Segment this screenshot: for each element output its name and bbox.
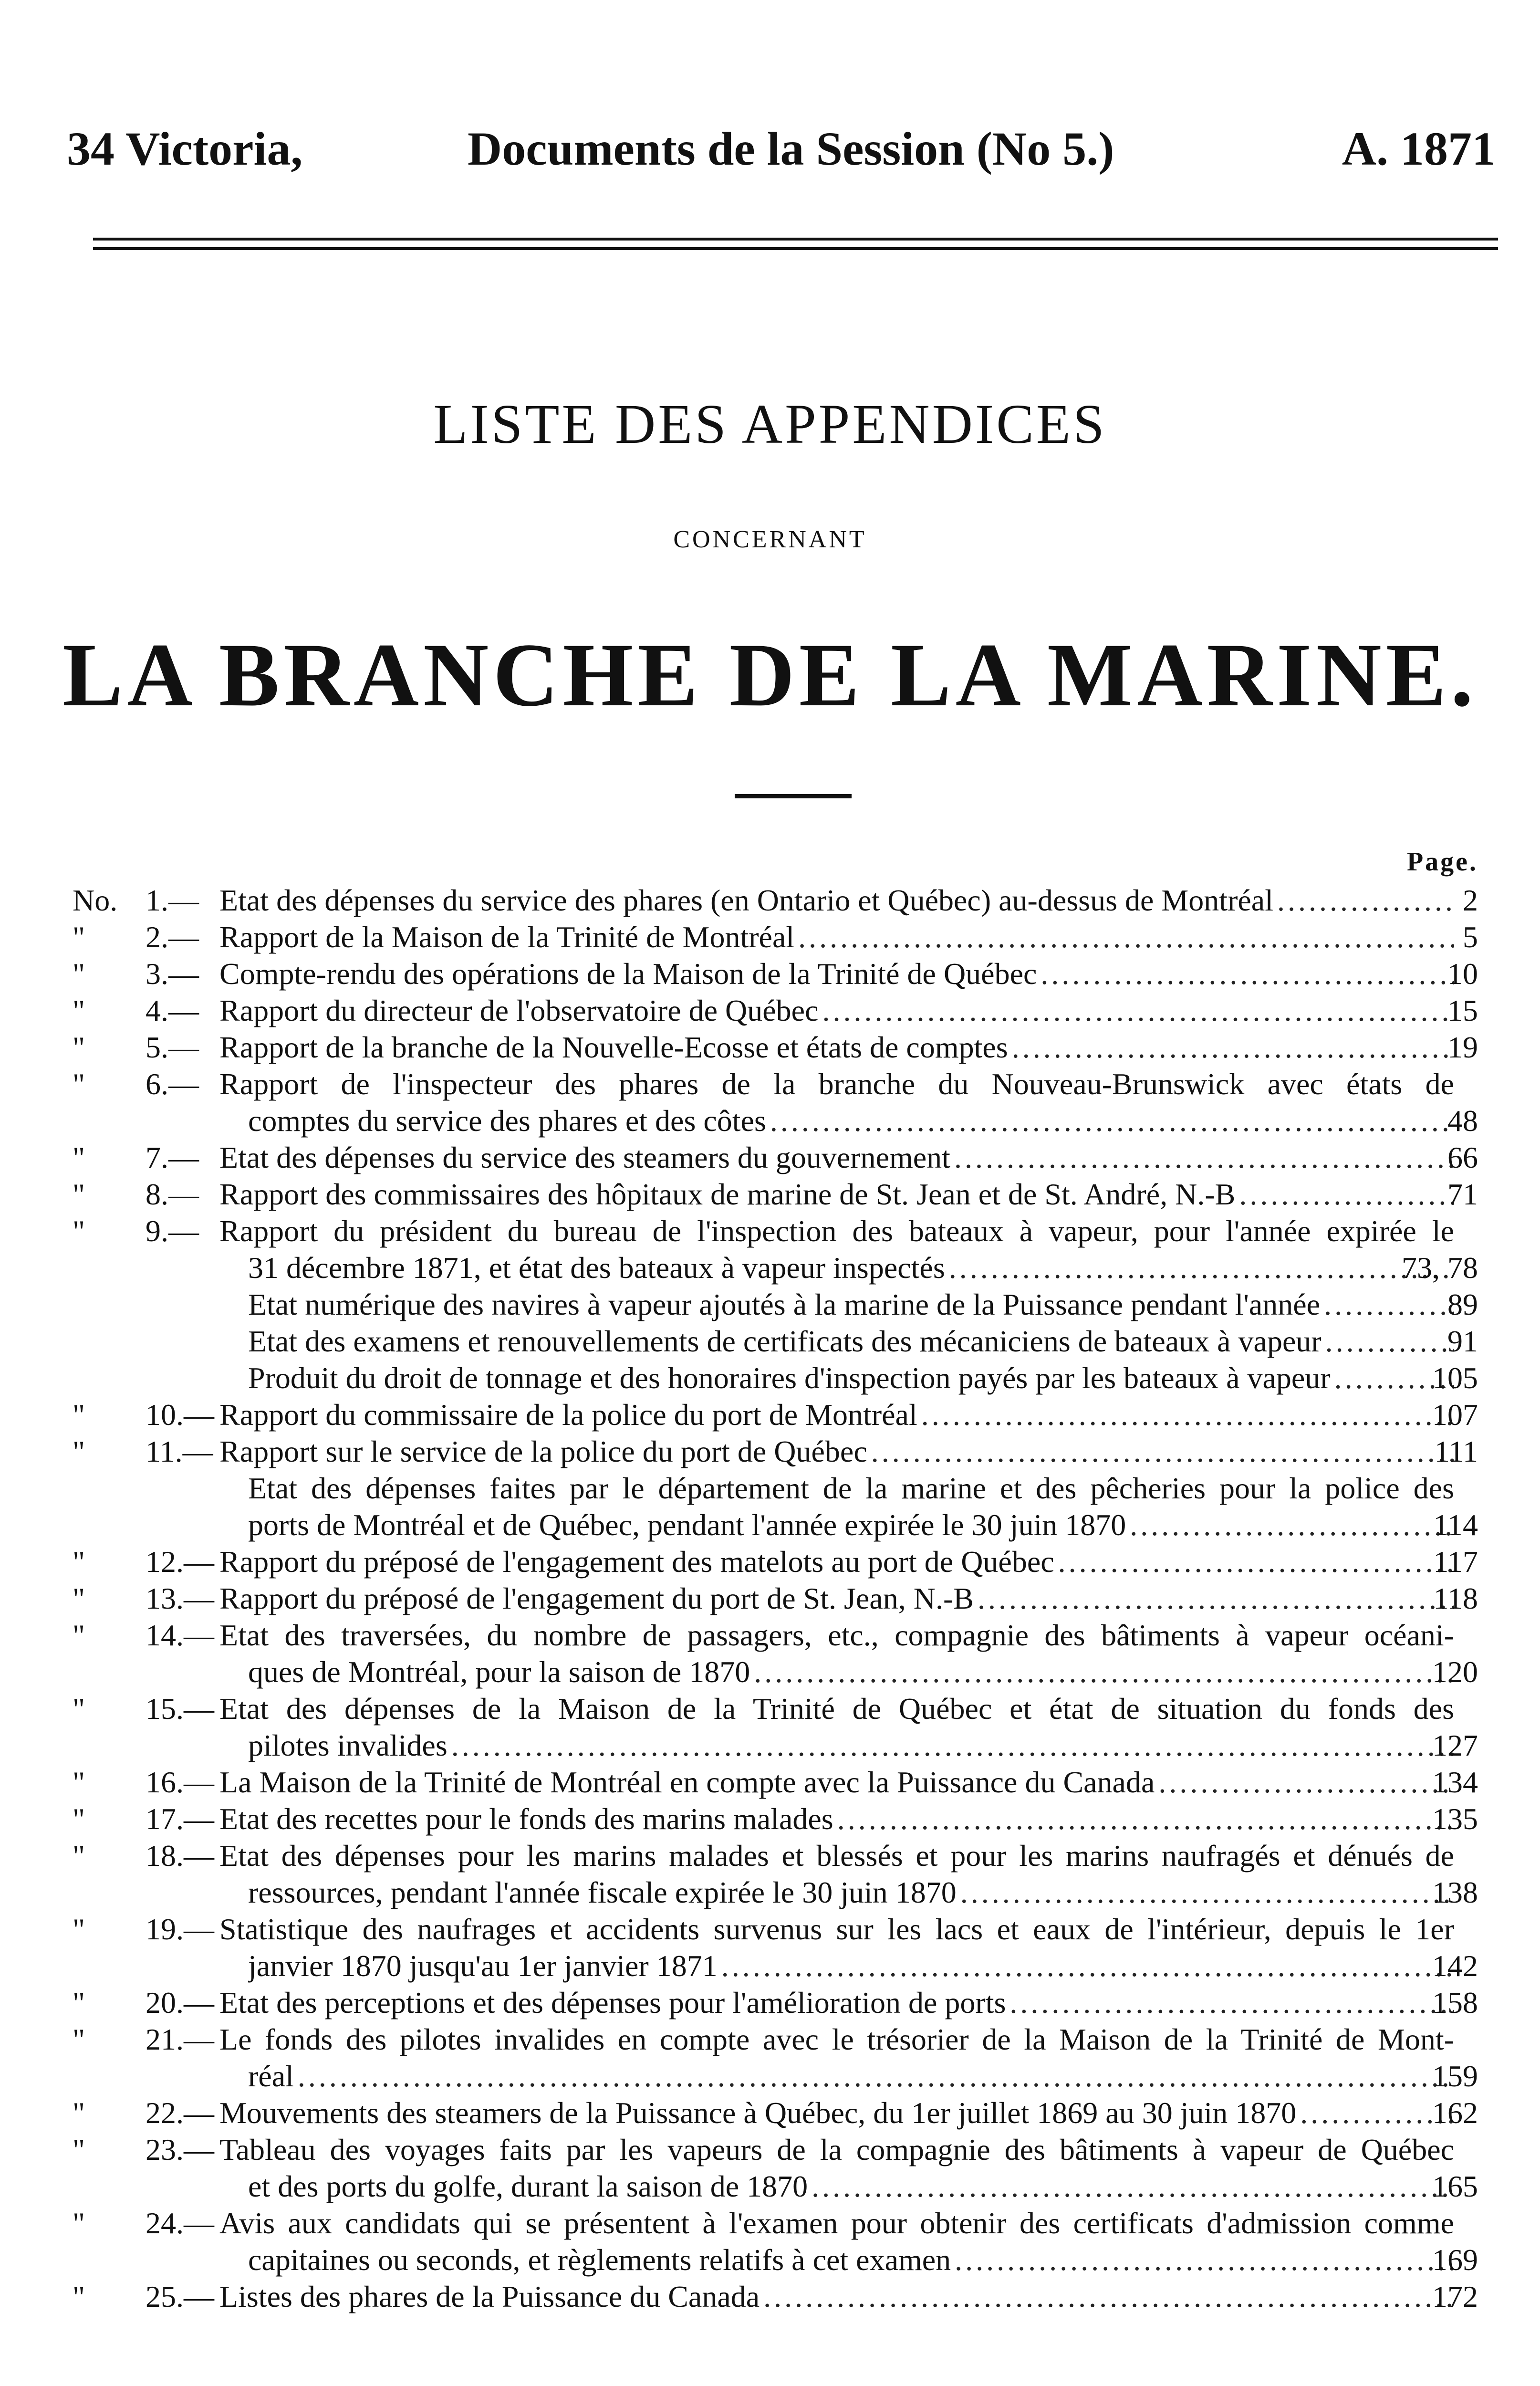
- entry-marker: No.: [73, 883, 118, 917]
- entry-marker: ": [73, 1618, 85, 1652]
- entry-page-number: 10: [1447, 957, 1478, 991]
- entry-page-number: 135: [1432, 1802, 1478, 1836]
- entry-marker: ": [73, 2096, 85, 2130]
- entry-title: Rapport de la Maison de la Trinité de Montréal: [219, 920, 795, 954]
- entry-marker: ": [73, 1692, 85, 1726]
- entry-title: Produit du droit de tonnage et des honoraires d'inspection payés par les bateaux à vapeur: [248, 1361, 1331, 1395]
- dot-leader: [960, 1874, 1454, 1911]
- entry-page-number: 165: [1432, 2169, 1478, 2203]
- entry-page-number: 66: [1447, 1141, 1478, 1174]
- table-of-contents: [0, 882, 1540, 2315]
- entry-page-number: 162: [1432, 2096, 1478, 2130]
- toc-line: [0, 1249, 1540, 1286]
- toc-line: [0, 1360, 1540, 1396]
- entry-number: 12.—: [146, 1545, 214, 1579]
- entry-marker: ": [73, 2206, 85, 2240]
- entry-number: 16.—: [146, 1765, 214, 1799]
- toc-line: [0, 1176, 1540, 1213]
- entry-title: et des ports du golfe, durant la saison de 1870: [248, 2169, 808, 2203]
- dot-leader: [871, 1433, 1454, 1470]
- entry-marker: ": [73, 1141, 85, 1174]
- toc-line: [0, 1102, 1540, 1139]
- entry-marker: ": [73, 1765, 85, 1799]
- entry-number: 23.—: [146, 2133, 214, 2166]
- entry-title: Listes des phares de la Puissance du Canada: [219, 2280, 760, 2313]
- entry-title: ports de Montréal et de Québec, pendant l'année expirée le 30 juin 1870: [248, 1508, 1126, 1542]
- toc-line: [0, 919, 1540, 955]
- dot-leader: [754, 1653, 1454, 1690]
- entry-number: 13.—: [146, 1581, 214, 1615]
- entry-marker: ": [73, 920, 85, 954]
- toc-line: [0, 2131, 1540, 2168]
- entry-title: Tableau des voyages faits par les vapeurs de la compagnie des bâtiments à vapeur de Québec: [219, 2133, 1454, 2166]
- entry-page-number: 107: [1432, 1398, 1478, 1432]
- entry-title: Rapport du commissaire de la police du port de Montréal: [219, 1398, 917, 1432]
- toc-line: [0, 1984, 1540, 2021]
- entry-number: 18.—: [146, 1839, 214, 1873]
- entry-page-number: 172: [1432, 2280, 1478, 2313]
- entry-title: Rapport du directeur de l'observatoire de Québec: [219, 994, 819, 1027]
- entry-title: Statistique des naufrages et accidents survenus sur les lacs et eaux de l'intérieur, depuis le 1er: [219, 1912, 1454, 1946]
- dot-leader: [949, 1249, 1454, 1286]
- entry-number: 17.—: [146, 1802, 214, 1836]
- entry-number: 20.—: [146, 1986, 214, 2020]
- entry-marker: ": [73, 1545, 85, 1579]
- dot-leader: [954, 1139, 1454, 1176]
- toc-line: [0, 1066, 1540, 1102]
- entry-marker: ": [73, 1839, 85, 1873]
- entry-marker: ": [73, 1802, 85, 1836]
- entry-title: Etat des dépenses pour les marins malades et blessés et pour les marins naufragés et dénués de: [219, 1839, 1454, 1873]
- entry-number: 2.—: [146, 920, 199, 954]
- entry-number: 1.—: [146, 883, 199, 917]
- entry-page-number: 48: [1447, 1104, 1478, 1138]
- entry-page-number: 134: [1432, 1765, 1478, 1799]
- toc-line: [0, 1213, 1540, 1249]
- dot-leader: [822, 992, 1454, 1029]
- entry-page-number: 117: [1433, 1545, 1478, 1579]
- entry-page-number: 15: [1447, 994, 1478, 1027]
- entry-marker: ": [73, 1581, 85, 1615]
- toc-line: [0, 955, 1540, 992]
- entry-page-number: 159: [1432, 2059, 1478, 2093]
- entry-title: Avis aux candidats qui se présentent à l'examen pour obtenir des certificats d'admission comme: [219, 2206, 1454, 2240]
- entry-marker: ": [73, 1030, 85, 1064]
- entry-marker: ": [73, 994, 85, 1027]
- entry-page-number: 118: [1433, 1581, 1478, 1615]
- header-rule-top: [93, 238, 1498, 241]
- toc-line: [0, 1690, 1540, 1727]
- entry-title: comptes du service des phares et des côtes: [248, 1104, 766, 1138]
- entry-number: 7.—: [146, 1141, 199, 1174]
- entry-page-number: 19: [1447, 1030, 1478, 1064]
- entry-marker: ": [73, 2133, 85, 2166]
- entry-title: Etat des dépenses du service des steamers du gouvernement: [219, 1141, 950, 1174]
- toc-line: [0, 1433, 1540, 1470]
- header-center: Documents de la Session (No 5.): [468, 122, 1114, 175]
- entry-number: 14.—: [146, 1618, 214, 1652]
- entry-page-number: 114: [1433, 1508, 1478, 1542]
- header-rule-bottom: [93, 247, 1498, 250]
- entry-title: réal: [248, 2059, 294, 2093]
- entry-title: Mouvements des steamers de la Puissance à Québec, du 1er juillet 1869 au 30 juin 1870: [219, 2096, 1297, 2130]
- entry-marker: ": [73, 1912, 85, 1946]
- entry-page-number: 91: [1447, 1324, 1478, 1358]
- toc-line: [0, 2205, 1540, 2241]
- entry-marker: ": [73, 1434, 85, 1468]
- toc-line: [0, 2278, 1540, 2315]
- entry-marker: ": [73, 1177, 85, 1211]
- branch-title: LA BRANCHE DE LA MARINE.: [62, 625, 1478, 725]
- header-right: A. 1871: [1342, 122, 1496, 175]
- entry-number: 21.—: [146, 2022, 214, 2056]
- entry-title: Etat numérique des navires à vapeur ajoutés à la marine de la Puissance pendant l'année: [248, 1287, 1321, 1321]
- entry-marker: ": [73, 2022, 85, 2056]
- entry-title: Etat des examens et renouvellements de certificats des mécaniciens de bateaux à vapeur: [248, 1324, 1321, 1358]
- entry-number: 9.—: [146, 1214, 199, 1248]
- dot-leader: [451, 1727, 1454, 1764]
- entry-title: Etat des perceptions et des dépenses pour l'amélioration de ports: [219, 1986, 1006, 2020]
- toc-line: [0, 2241, 1540, 2278]
- entry-page-number: 111: [1434, 1434, 1478, 1468]
- entry-title: Le fonds des pilotes invalides en compte avec le trésorier de la Maison de la Trinité de Mont-: [219, 2022, 1454, 2056]
- toc-line: [0, 1653, 1540, 1690]
- entry-page-number: 5: [1463, 920, 1478, 954]
- list-title: LISTE DES APPENDICES: [433, 393, 1107, 455]
- toc-line: [0, 1947, 1540, 1984]
- toc-line: [0, 2168, 1540, 2205]
- entry-marker: ": [73, 1214, 85, 1248]
- entry-title: Rapport du préposé de l'engagement des matelots au port de Québec: [219, 1545, 1054, 1579]
- entry-page-number: 158: [1432, 1986, 1478, 2020]
- entry-title: Rapport de la branche de la Nouvelle-Ecosse et états de comptes: [219, 1030, 1008, 1064]
- entry-title: pilotes invalides: [248, 1728, 447, 1762]
- entry-page-number: 105: [1432, 1361, 1478, 1395]
- entry-number: 6.—: [146, 1067, 199, 1101]
- entry-title: Rapport du préposé de l'engagement du port de St. Jean, N.-B: [219, 1581, 974, 1615]
- entry-number: 19.—: [146, 1912, 214, 1946]
- entry-page-number: 138: [1432, 1875, 1478, 1909]
- entry-marker: ": [73, 2280, 85, 2313]
- entry-page-number: 89: [1447, 1287, 1478, 1321]
- toc-line: [0, 1323, 1540, 1360]
- toc-line: [0, 1727, 1540, 1764]
- toc-line: [0, 882, 1540, 919]
- entry-number: 8.—: [146, 1177, 199, 1211]
- entry-title: La Maison de la Trinité de Montréal en compte avec la Puissance du Canada: [219, 1765, 1155, 1799]
- entry-page-number: 120: [1432, 1655, 1478, 1689]
- entry-number: 3.—: [146, 957, 199, 991]
- entry-marker: ": [73, 1398, 85, 1432]
- entry-marker: ": [73, 1986, 85, 2020]
- dot-leader: [798, 919, 1454, 955]
- entry-page-number: 142: [1432, 1949, 1478, 1983]
- entry-title: ques de Montréal, pour la saison de 1870: [248, 1655, 750, 1689]
- dot-leader: [763, 2278, 1454, 2315]
- toc-line: [0, 992, 1540, 1029]
- entry-title: Etat des recettes pour le fonds des marins malades: [219, 1802, 833, 1836]
- toc-line: [0, 1911, 1540, 1947]
- entry-title: Rapport sur le service de la police du port de Québec: [219, 1434, 867, 1468]
- toc-line: [0, 1800, 1540, 1837]
- section-rule: [735, 794, 852, 798]
- toc-line: [0, 1617, 1540, 1653]
- toc-line: [0, 1139, 1540, 1176]
- toc-line: [0, 1286, 1540, 1323]
- entry-number: 4.—: [146, 994, 199, 1027]
- toc-line: [0, 2021, 1540, 2058]
- entry-marker: ": [73, 957, 85, 991]
- entry-title: Etat des dépenses de la Maison de la Trinité de Québec et état de situation du fonds des: [219, 1692, 1454, 1726]
- entry-page-number: 71: [1447, 1177, 1478, 1211]
- entry-title: capitaines ou seconds, et règlements relatifs à cet examen: [248, 2243, 951, 2277]
- entry-page-number: 169: [1432, 2243, 1478, 2277]
- entry-number: 24.—: [146, 2206, 214, 2240]
- entry-page-number: 127: [1432, 1728, 1478, 1762]
- toc-line: [0, 1580, 1540, 1617]
- page-column-label: Page.: [1406, 847, 1478, 877]
- subtitle: CONCERNANT: [673, 526, 867, 553]
- entry-title: 31 décembre 1871, et état des bateaux à vapeur inspectés: [248, 1251, 945, 1285]
- entry-number: 5.—: [146, 1030, 199, 1064]
- header-left: 34 Victoria,: [67, 122, 303, 175]
- entry-number: 11.—: [146, 1434, 213, 1468]
- toc-line: [0, 1543, 1540, 1580]
- entry-title: Rapport du président du bureau de l'inspection des bateaux à vapeur, pour l'année expirée le: [219, 1214, 1454, 1248]
- toc-line: [0, 2094, 1540, 2131]
- entry-title: janvier 1870 jusqu'au 1er janvier 1871: [248, 1949, 718, 1983]
- dot-leader: [298, 2058, 1454, 2094]
- entry-title: ressources, pendant l'année fiscale expirée le 30 juin 1870: [248, 1875, 957, 1909]
- entry-page-number: 2: [1463, 883, 1478, 917]
- entry-title: Etat des traversées, du nombre de passagers, etc., compagnie des bâtiments à vapeur océani-: [219, 1618, 1454, 1652]
- entry-number: 10.—: [146, 1398, 214, 1432]
- toc-line: [0, 1029, 1540, 1066]
- entry-page-number: 73, 78: [1402, 1251, 1478, 1285]
- toc-line: [0, 1396, 1540, 1433]
- entry-title: Etat des dépenses faites par le département de la marine et des pêcheries pour la police des: [248, 1471, 1454, 1505]
- dot-leader: [721, 1947, 1454, 1984]
- dot-leader: [812, 2168, 1454, 2205]
- entry-number: 25.—: [146, 2280, 214, 2313]
- dot-leader: [921, 1396, 1454, 1433]
- entry-title: Rapport des commissaires des hôpitaux de marine de St. Jean et de St. André, N.-B: [219, 1177, 1236, 1211]
- dot-leader: [770, 1102, 1454, 1139]
- toc-line: [0, 1764, 1540, 1800]
- toc-line: [0, 1837, 1540, 1874]
- entry-title: Rapport de l'inspecteur des phares de la branche du Nouveau-Brunswick avec états de: [219, 1067, 1454, 1101]
- toc-line: [0, 1507, 1540, 1543]
- entry-number: 15.—: [146, 1692, 214, 1726]
- dot-leader: [955, 2241, 1454, 2278]
- toc-line: [0, 2058, 1540, 2094]
- entry-marker: ": [73, 1067, 85, 1101]
- entry-title: Compte-rendu des opérations de la Maison de la Trinité de Québec: [219, 957, 1037, 991]
- entry-number: 22.—: [146, 2096, 214, 2130]
- toc-line: [0, 1470, 1540, 1507]
- toc-line: [0, 1874, 1540, 1911]
- dot-leader: [837, 1800, 1454, 1837]
- entry-title: Etat des dépenses du service des phares (en Ontario et Québec) au-dessus de Montréal: [219, 883, 1273, 917]
